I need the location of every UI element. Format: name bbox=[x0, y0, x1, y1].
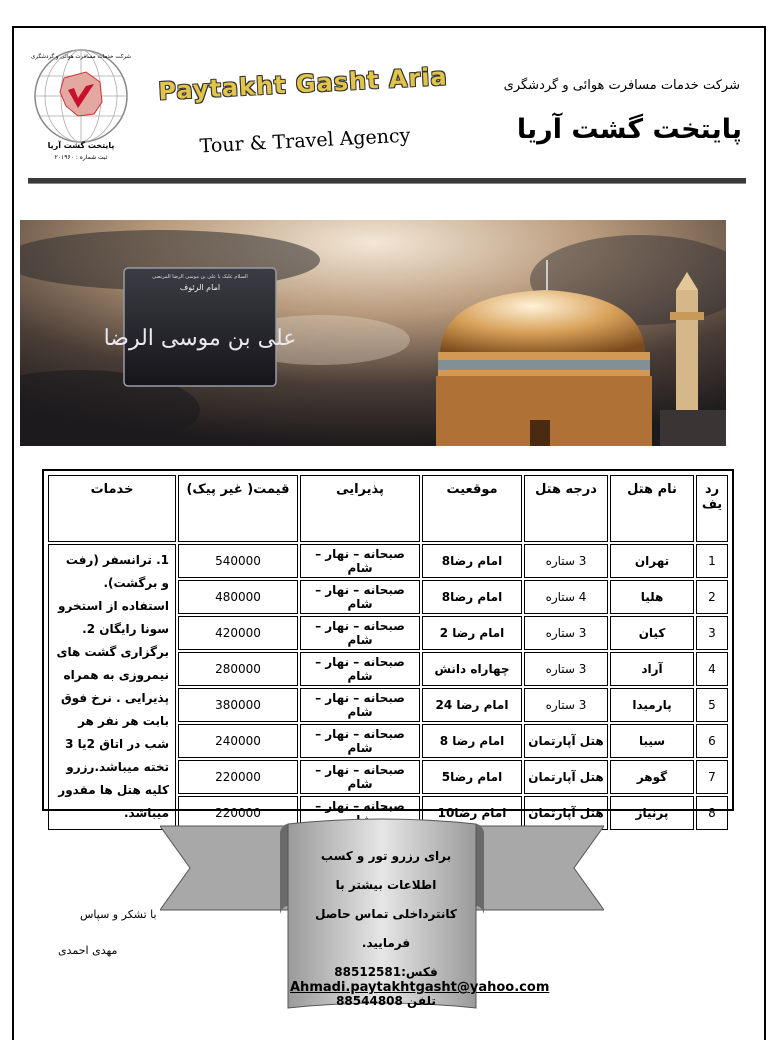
contact-fax: فکس:88512581 bbox=[334, 965, 438, 979]
contact-line-2: کانترداخلی تماس حاصل فرمایید. bbox=[315, 907, 457, 950]
company-tagline-en: Tour & Travel Agency bbox=[199, 124, 411, 158]
hotel-price: 380000 bbox=[178, 688, 298, 722]
hotel-name: پارمیدا bbox=[610, 688, 694, 722]
hotel-grade: 4 ستاره bbox=[524, 580, 608, 614]
hotel-price: 280000 bbox=[178, 652, 298, 686]
table-header-row bbox=[48, 475, 728, 542]
hotel-location: امام رضا5 bbox=[422, 760, 522, 794]
services-description: 1. ترانسفر (رفت و برگشت). استفاده از استخرو سونا رایگان 2. برگزاری گشت های نیمروزی به همراه پذیرایی . نرخ فوق بابت هر نفر هر شب در اتاق 2یا 3 تخته میباشد.رزرو کلیه هتل ها مقدور میباشد. bbox=[48, 544, 176, 830]
hotel-grade: 3 ستاره bbox=[524, 688, 608, 722]
hotel-meals: صبحانه – نهار – شام bbox=[300, 616, 420, 650]
hotel-location: چهاراه دانش bbox=[422, 652, 522, 686]
hotel-meals: صبحانه – نهار – شام bbox=[300, 652, 420, 686]
company-name-en: Paytakht Gasht Aria bbox=[157, 62, 449, 106]
hotel-name: گوهر bbox=[610, 760, 694, 794]
contact-phone: تلفن 88544808 bbox=[336, 994, 436, 1008]
col-header-price: قیمت( غیر پیک) bbox=[178, 475, 298, 542]
hotel-meals: صبحانه – نهار – شام bbox=[300, 760, 420, 794]
hotel-grade: هتل آپارتمان bbox=[524, 760, 608, 794]
hotel-grade: هتل آپارتمان bbox=[524, 796, 608, 830]
row-number: 2 bbox=[696, 580, 728, 614]
hotel-meals: صبحانه – نهار – شام bbox=[300, 580, 420, 614]
hotel-price: 540000 bbox=[178, 544, 298, 578]
hotel-price: 220000 bbox=[178, 796, 298, 830]
row-number: 8 bbox=[696, 796, 728, 830]
company-name-fa: پایتخت گشت آریا bbox=[516, 114, 742, 145]
hotel-location: امام رضا 8 bbox=[422, 724, 522, 758]
hotel-price-table bbox=[42, 469, 734, 820]
row-number: 3 bbox=[696, 616, 728, 650]
hotel-price: 480000 bbox=[178, 580, 298, 614]
plaque-title: امام الرئوف bbox=[179, 283, 221, 292]
hotel-name: هلیا bbox=[610, 580, 694, 614]
col-header-location: موقعیت bbox=[422, 475, 522, 542]
col-header-services: خدمات bbox=[48, 475, 176, 542]
hotel-grade: 3 ستاره bbox=[524, 616, 608, 650]
hotel-name: کیان bbox=[610, 616, 694, 650]
plaque-salutation: السلام علیک یا علی بن موسی الرضا المرتضی bbox=[152, 274, 248, 280]
hotel-price: 420000 bbox=[178, 616, 298, 650]
col-header-meals: پذیرایی bbox=[300, 475, 420, 542]
row-number: 6 bbox=[696, 724, 728, 758]
signature-name: مهدی احمدی bbox=[58, 944, 118, 957]
contact-email-link[interactable]: Ahmadi.paytakhtgasht@yahoo.com bbox=[290, 980, 550, 995]
logo-registration: ثبت شماره : ۲۰۱۹۶۰ bbox=[54, 154, 108, 161]
contact-line-1: برای رزرو تور و کسب اطلاعات بیشتر با bbox=[320, 849, 452, 892]
header-divider bbox=[28, 178, 746, 184]
logo-arc-text: شرکت خدمات مسافرت هوائی و گردشگری bbox=[31, 54, 131, 60]
hotel-meals: صبحانه – نهار – شام bbox=[300, 688, 420, 722]
closing-thanks: با تشکر و سپاس bbox=[80, 908, 157, 921]
hotel-location: امام رضا10 bbox=[422, 796, 522, 830]
hotel-grade: 3 ستاره bbox=[524, 652, 608, 686]
hotel-grade: 3 ستاره bbox=[524, 544, 608, 578]
company-tagline-fa: شرکت خدمات مسافرت هوائی و گردشگری bbox=[503, 78, 740, 93]
hotel-location: امام رضا 24 bbox=[422, 688, 522, 722]
plaque-calligraphy: علی بن موسی الرضا bbox=[103, 326, 297, 351]
row-number: 7 bbox=[696, 760, 728, 794]
col-header-hotel-grade: درجه هتل bbox=[524, 475, 608, 542]
hotel-meals: صبحانه – نهار – bbox=[300, 796, 420, 830]
hotel-meals: صبحانه – نهار – شام bbox=[300, 544, 420, 578]
hotel-price: 220000 bbox=[178, 760, 298, 794]
col-header-hotel-name: نام هتل bbox=[610, 475, 694, 542]
hotel-price: 240000 bbox=[178, 724, 298, 758]
col-header-row-number: رد یف bbox=[696, 475, 728, 542]
table-row bbox=[48, 544, 728, 578]
hotel-name: تهران bbox=[610, 544, 694, 578]
hotel-location: امام رضا8 bbox=[422, 544, 522, 578]
hotel-location: امام رضا8 bbox=[422, 580, 522, 614]
row-number: 5 bbox=[696, 688, 728, 722]
hotel-location: امام رضا 2 bbox=[422, 616, 522, 650]
row-number: 4 bbox=[696, 652, 728, 686]
row-number: 1 bbox=[696, 544, 728, 578]
hotel-name: آراد bbox=[610, 652, 694, 686]
hotel-name: سیبا bbox=[610, 724, 694, 758]
hotel-grade: هتل آپارتمان bbox=[524, 724, 608, 758]
company-logo bbox=[28, 44, 134, 162]
hotel-name: پرنیاز bbox=[610, 796, 694, 830]
shrine-banner-image bbox=[20, 220, 726, 446]
logo-name: پایتخت گشت آریا bbox=[47, 141, 115, 150]
hotel-meals: صبحانه – نهار – شام bbox=[300, 724, 420, 758]
